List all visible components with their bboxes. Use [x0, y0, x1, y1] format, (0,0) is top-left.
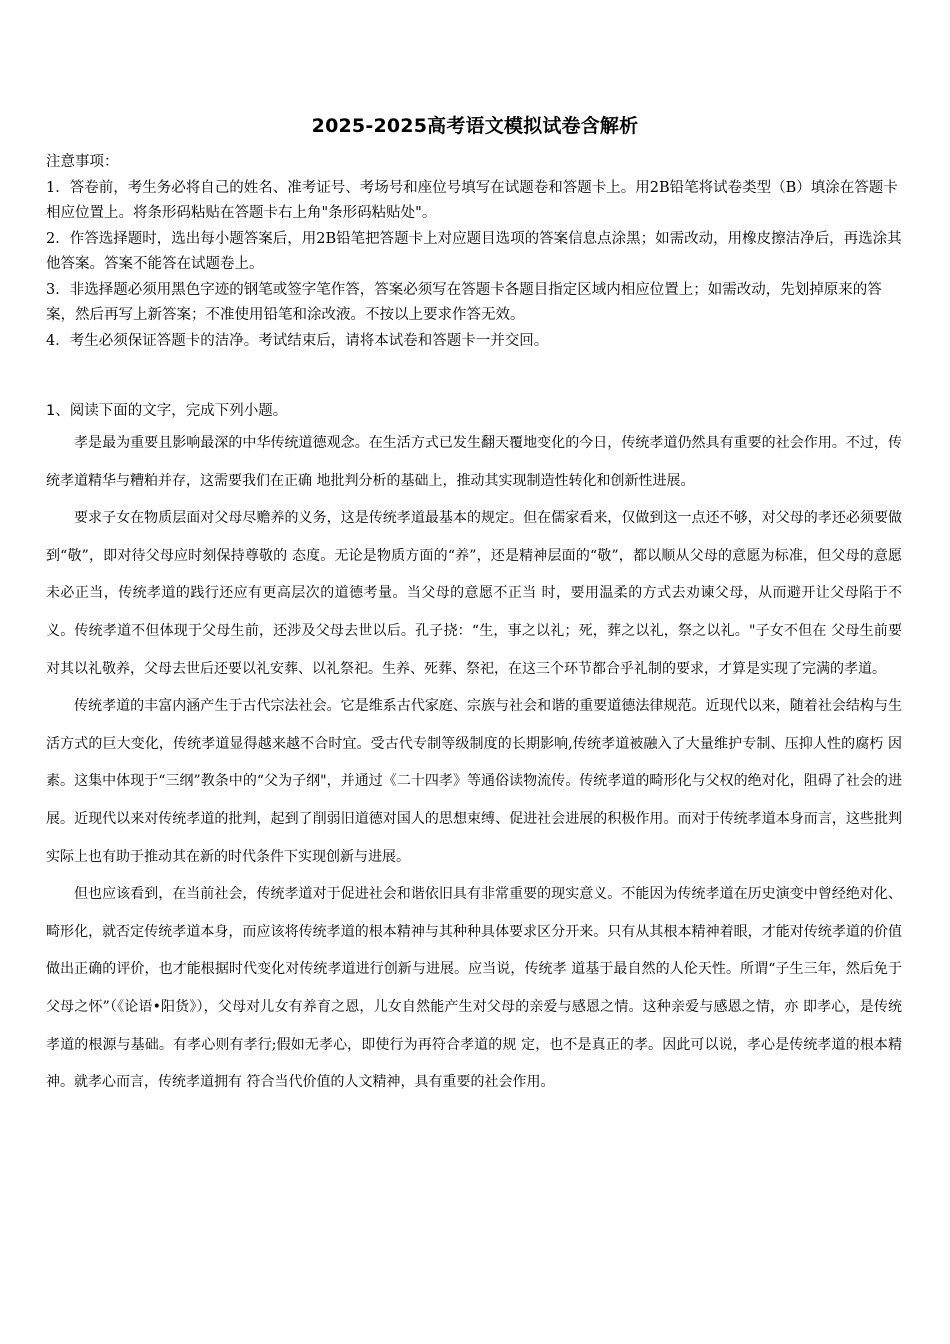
reading-passage — [46, 425, 902, 1102]
notice-item-3: 3．非选择题必须用黑色字迹的钢笔或签字笔作答，答案必须写在答题卡各题目指定区域内相应位置上；如需改动，先划掉原来的答案，然后再写上新答案；不准使用铅笔和涂改液。不按以上要求作答无效。 — [46, 281, 882, 323]
passage-paragraph-3: 传统孝道的丰富内涵产生于古代宗法社会。它是维系古代家庭、宗族与社会和谐的重要道德法律规范。近现代以来，随着社会结构与生活方式的巨大变化，传统孝道显得越来越不合时宜。受古代专制等级制度的长期影响,传统孝道被融入了大量维护专制、压抑人性的腐朽 因素。这集中体现于“三纲”教条中的“父为子纲"，并通过《二十四孝》等通俗读物流传。传统孝道的畸形化与父权的绝对化，阻碍了社会的进展。近现代以来对传统孝道的批判，起到了削弱旧道德对国人的思想束缚、促进社会进展的积极作用。而对于传统孝道本身而言，这些批判实际上也有助于推动其在新的时代条件下实现创新与进展。 — [46, 698, 902, 865]
notice-item-1: 1．答卷前，考生务必将自己的姓名、准考证号、考场号和座位号填写在试题卷和答题卡上。用2B铅笔将试卷类型（B）填涂在答题卡相应位置上。将条形码粘贴在答题卡右上角"条形码粘贴处"。 — [46, 179, 898, 221]
notice-item-2: 2．作答选择题时，选出每小题答案后，用2B铅笔把答题卡上对应题目选项的答案信息点涂黑；如需改动，用橡皮擦洁净后，再选涂其他答案。答案不能答在试题卷上。 — [46, 230, 902, 272]
notice-heading: 注意事项： — [46, 154, 119, 170]
passage-paragraph-2: 要求子女在物质层面对父母尽赡养的义务，这是传统孝道最基本的规定。但在儒家看来，仅做到这一点还不够，对父母的孝还必须要做到“敬”，即对待父母应时刻保持尊敬的 态度。无论是物质方面的“养”，还是精神层面的“敬”，都以顺从父母的意愿为标准，但父母的意愿未必正当，传统孝道的践行还应有更高层次的道德考量。当父母的意愿不正当 时，要用温柔的方式去劝谏父母，从而避开让父母陷于不义。传统孝道不但体现于父母生前，还涉及父母去世以后。孔子挠：“生，事之以礼；死，葬之以礼，祭之以礼。"子女不但在 父母生前要对其以礼敬养，父母去世后还要以礼安葬、以礼祭祀。生养、死葬、祭祀，在这三个环节都合乎礼制的要求，才算是实现了完满的孝道。 — [46, 510, 902, 677]
question-1-prompt: 1、阅读下面的文字，完成下列小题。 — [46, 403, 288, 419]
passage-paragraph-1: 孝是最为重要且影响最深的中华传统道德观念。在生活方式已发生翻天覆地变化的今日，传统孝道仍然具有重要的社会作用。不过，传统孝道精华与糟粕并存，这需要我们在正确 地批判分析的基础上，推动其实现制造性转化和创新性进展。 — [46, 435, 902, 489]
page-title: 2025-2025高考语文模拟试卷含解析 — [311, 115, 639, 137]
passage-paragraph-4: 但也应该看到，在当前社会，传统孝道对于促进社会和谐依旧具有非常重要的现实意义。不能因为传统孝道在历史演变中曾经绝对化、畸形化，就否定传统孝道本身，而应该将传统孝道的根本精神与其种种具体要求区分开来。只有从其根本精神着眼，才能对传统孝道的价值做出正确的评价，也才能根据时代变化对传统孝道进行创新与进展。应当说，传统孝 道基于最自然的人伦天性。所谓“子生三年，然后免于父母之怀”（《论语•阳货》），父母对儿女有养育之恩，儿女自然能产生对父母的亲爱与感恩之情。这种亲爱与感恩之情，亦 即孝心，是传统孝道的根源与基础。有孝心则有孝行;假如无孝心，即使行为再符合孝道的规 定，也不是真正的孝。因此可以说，孝心是传统孝道的根本精神。就孝心而言，传统孝道拥有 符合当代价值的人文精神，具有重要的社会作用。 — [46, 886, 902, 1091]
notice-item-4: 4．考生必须保证答题卡的洁净。考试结束后，请将本试卷和答题卡一并交回。 — [46, 332, 549, 349]
notice-section — [46, 150, 902, 354]
